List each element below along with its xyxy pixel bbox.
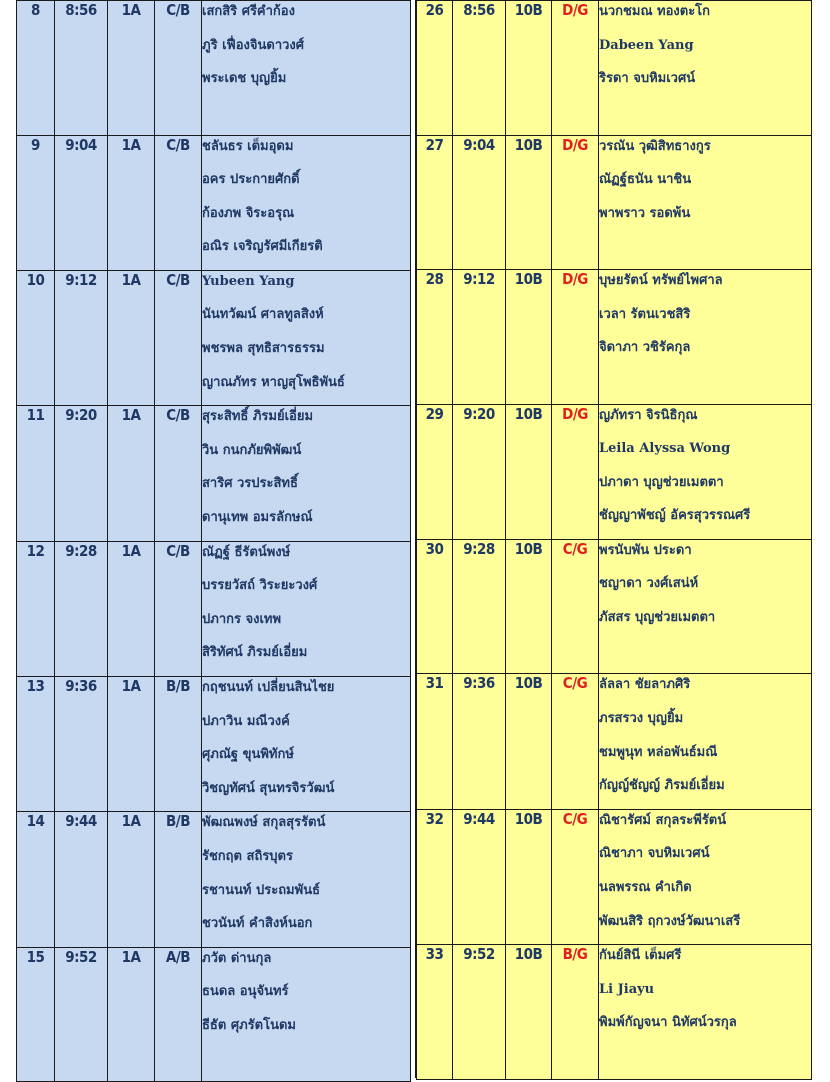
player-names [202, 541, 411, 676]
age-group: B/B [155, 677, 202, 812]
player-name: เวลา รัตนเวชสิริ [599, 306, 691, 322]
player-names [599, 135, 812, 270]
player-name: ภัสสร บุญช่วยเมตตา [599, 610, 716, 626]
age-group: D/G [552, 404, 599, 539]
player-name: Dabeen Yang [599, 37, 694, 53]
player-names [202, 406, 411, 541]
tee-time: 9:44 [453, 809, 506, 944]
left-schedule-table [16, 0, 411, 1082]
age-group: B/B [155, 812, 202, 947]
schedule-row [417, 135, 812, 270]
player-names [599, 945, 812, 1080]
player-names [599, 809, 812, 944]
flight-number: 32 [417, 809, 453, 944]
flight-number: 13 [17, 677, 55, 812]
player-name: ธีธัต ศุภรัตโนดม [202, 1017, 296, 1033]
schedule-row [17, 677, 411, 812]
tee-time: 9:52 [55, 947, 108, 1082]
player-name: ปภาวิน มณีวงค์ [202, 713, 290, 729]
player-names [599, 674, 812, 809]
start-hole: 10B [506, 674, 552, 809]
schedule-row [417, 809, 812, 944]
player-name: กัญญ์ชัญญ์ ภิรมย์เอี่ยม [599, 778, 725, 794]
start-hole: 1A [108, 812, 155, 947]
tee-time: 9:04 [453, 135, 506, 270]
age-group: C/B [155, 406, 202, 541]
player-name: ภูริ เฟื่องจินดาวงศ์ [202, 37, 305, 53]
schedule-row [17, 135, 411, 270]
player-name: จิดาภา วชิรัคกุล [599, 340, 691, 356]
tee-time: 9:20 [55, 406, 108, 541]
schedule-row [17, 406, 411, 541]
player-name: พาพราว รอดพ้น [599, 205, 691, 221]
tee-time: 9:36 [453, 674, 506, 809]
flight-number: 28 [417, 270, 453, 405]
player-name: เสกสิริ ศรีคำก้อง [202, 4, 295, 19]
player-name: รัชกฤต สถิรบุตร [202, 848, 293, 864]
tee-time: 9:44 [55, 812, 108, 947]
player-name: นลพรรณ คำเกิด [599, 879, 692, 895]
player-name: วิน กนกภัยพิพัฒน์ [202, 442, 302, 458]
schedule-row [417, 404, 812, 539]
player-name: ณัฏฐ์ ธีรัตน์พงษ์ [202, 544, 291, 560]
player-names [599, 539, 812, 674]
player-name: Leila Alyssa Wong [599, 441, 731, 457]
player-name: บุษยรัตน์ ทรัพย์ไพศาล [599, 273, 723, 288]
flight-number: 15 [17, 947, 55, 1082]
player-name: ดานุเทพ อมรลักษณ์ [202, 510, 313, 526]
flight-number: 9 [17, 135, 55, 270]
player-name: ลัลลา ชัยลาภศิริ [599, 677, 691, 693]
player-names [599, 270, 812, 405]
player-name: ชมพูนุท หล่อพันธ์มณี [599, 744, 718, 760]
player-names [599, 1, 812, 136]
player-name: สิริทัศน์ ภิรมย์เอี่ยม [202, 645, 308, 661]
start-hole: 10B [506, 539, 552, 674]
flight-number: 27 [417, 135, 453, 270]
start-hole: 10B [506, 809, 552, 944]
player-name: กันย์สินี เต็มศรี [599, 948, 682, 964]
player-name: พรนับพัน ประดา [599, 542, 692, 558]
player-name: ญภัทรา จิรนิธิกุณ [599, 407, 698, 423]
tee-time: 9:36 [55, 677, 108, 812]
start-hole: 1A [108, 135, 155, 270]
schedule-row [417, 945, 812, 1080]
tee-time: 9:28 [55, 541, 108, 676]
flight-number: 10 [17, 270, 55, 405]
player-names [202, 947, 411, 1082]
player-name: กฤชนนท์ เปลี่ยนสินไชย [202, 680, 335, 695]
player-name: พิมพ์กัญจนา นิทัศน์วรกุล [599, 1015, 737, 1031]
age-group: B/G [552, 945, 599, 1080]
player-name: Yubeen Yang [202, 273, 295, 289]
flight-number: 26 [417, 1, 453, 136]
player-name: ริรดา จบหิมเวศน์ [599, 71, 696, 87]
player-name: อณิร เจริญรัศมีเกียรติ [202, 239, 323, 255]
flight-number: 8 [17, 1, 55, 136]
player-name: บรรยวัสถ์ วิระยะวงศ์ [202, 578, 318, 594]
start-hole: 10B [506, 270, 552, 405]
player-names [202, 135, 411, 270]
player-name: พชรพล สุทธิสารธรรม [202, 341, 325, 357]
age-group: C/B [155, 1, 202, 136]
start-hole: 1A [108, 1, 155, 136]
start-hole: 10B [506, 135, 552, 270]
start-hole: 10B [506, 945, 552, 1080]
age-group: D/G [552, 135, 599, 270]
flight-number: 12 [17, 541, 55, 676]
player-names [202, 1, 411, 136]
start-hole: 1A [108, 270, 155, 405]
age-group: C/B [155, 541, 202, 676]
flight-number: 14 [17, 812, 55, 947]
tee-time: 8:56 [55, 1, 108, 136]
flight-number: 29 [417, 404, 453, 539]
flight-number: 31 [417, 674, 453, 809]
player-name: ชัญญาพัชญ์ อัครสุวรรณศรี [599, 508, 751, 524]
age-group: C/B [155, 270, 202, 405]
player-names [202, 270, 411, 405]
player-name: ปภาดา บุญช่วยเมตตา [599, 474, 724, 490]
player-name: ภรสรวง บุญยิ้ม [599, 710, 684, 726]
player-names [202, 677, 411, 812]
player-name: ชวนันท์ คำสิงห์นอก [202, 916, 313, 932]
start-hole: 1A [108, 406, 155, 541]
player-name: พัฒนสิริ ฤกวงษ์วัฒนาเสรี [599, 913, 741, 929]
player-name: Li Jiayu [599, 981, 655, 997]
player-names [599, 404, 812, 539]
player-name: สาริศ วรประสิทธิ์ [202, 476, 298, 492]
schedule-row [417, 674, 812, 809]
start-hole: 10B [506, 404, 552, 539]
player-name: ปภากร จงเทพ [202, 611, 282, 627]
tee-time: 8:56 [453, 1, 506, 136]
player-name: นันทวัฒน์ ศาลทูลสิงห์ [202, 307, 324, 323]
age-group: D/G [552, 1, 599, 136]
start-hole: 10B [506, 1, 552, 136]
player-name: วิชญทัศน์ สุนทรจิรวัฒน์ [202, 780, 335, 796]
player-name: ญาณภัทร หาญสุโพธิพันธ์ [202, 374, 345, 390]
age-group: C/G [552, 539, 599, 674]
player-name: สุระสิทธิ์ ภิรมย์เอี่ยม [202, 409, 314, 425]
player-name: ก้องภพ จิระอรุณ [202, 205, 295, 221]
start-hole: 1A [108, 677, 155, 812]
tee-time: 9:04 [55, 135, 108, 270]
tee-time: 9:12 [55, 270, 108, 405]
player-name: อคร ประกายศักดิ์ [202, 172, 300, 188]
age-group: C/B [155, 135, 202, 270]
right-schedule-table [416, 0, 812, 1080]
player-name: ศุภณัฐ ขุนพิทักษ์ [202, 747, 294, 763]
player-name: ณัฏฐ์ธนัน นาชิน [599, 172, 692, 188]
player-name: วรณัน วุฒิสิทธางกูร [599, 138, 711, 154]
tee-time: 9:52 [453, 945, 506, 1080]
schedule-row [17, 947, 411, 1082]
player-name: ชลันธร เต็มอุดม [202, 138, 294, 154]
age-group: A/B [155, 947, 202, 1082]
player-name: ณิชารัศม์ สกุลระพีรัตน์ [599, 812, 727, 828]
age-group: D/G [552, 270, 599, 405]
age-group: C/G [552, 809, 599, 944]
schedule-row [417, 1, 812, 136]
player-name: ณิชาภา จบหิมเวศน์ [599, 846, 710, 862]
schedule-row [17, 270, 411, 405]
flight-number: 30 [417, 539, 453, 674]
flight-number: 11 [17, 406, 55, 541]
schedule-row [17, 812, 411, 947]
player-name: ธนดล อนุจันทร์ [202, 984, 289, 1000]
schedule-row [417, 539, 812, 674]
player-name: นวกชมณ ทองตะโก [599, 4, 711, 19]
player-name: พระเดช บุญยิ้ม [202, 71, 287, 87]
player-name: รชานนท์ ประถมพันธ์ [202, 882, 321, 898]
flight-number: 33 [417, 945, 453, 1080]
player-names [202, 812, 411, 947]
schedule-row [417, 270, 812, 405]
schedule-row [17, 1, 411, 136]
tee-time: 9:28 [453, 539, 506, 674]
age-group: C/G [552, 674, 599, 809]
tee-time: 9:12 [453, 270, 506, 405]
player-name: ชญาดา วงศ์เสน่ห์ [599, 576, 699, 592]
tee-time: 9:20 [453, 404, 506, 539]
start-hole: 1A [108, 947, 155, 1082]
player-name: ภวัต ด่านกุล [202, 950, 272, 966]
start-hole: 1A [108, 541, 155, 676]
player-name: พัฒณพงษ์ สกุลสุรรัตน์ [202, 815, 326, 831]
schedule-row [17, 541, 411, 676]
